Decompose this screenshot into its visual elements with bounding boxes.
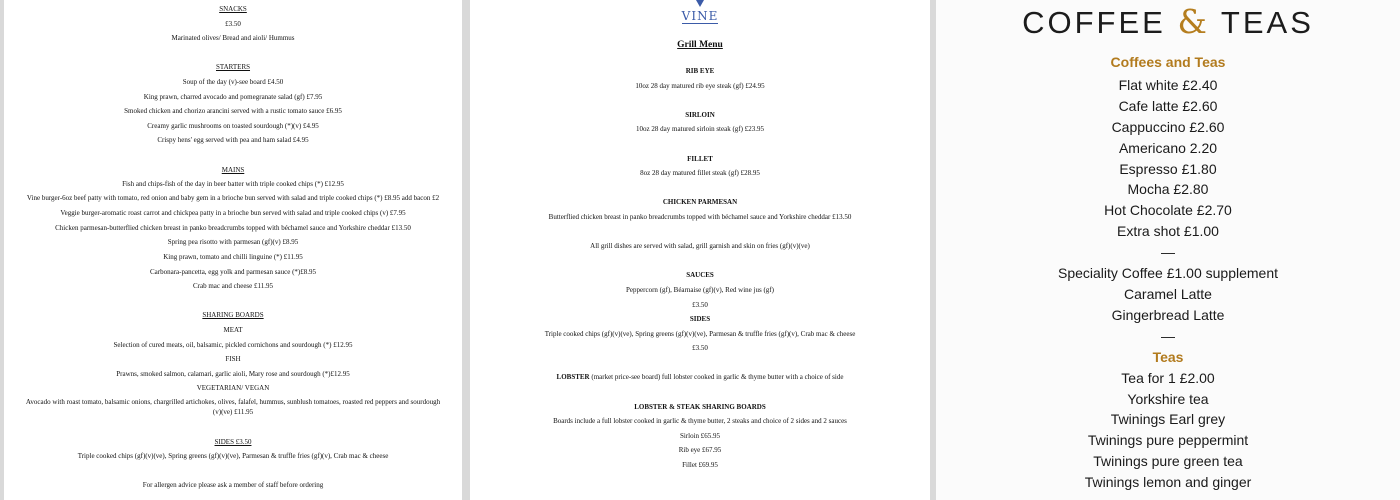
- main-menu-content: [4, 0, 462, 493]
- board-price: Rib eye £67.95: [678, 446, 722, 455]
- board-price: Sirloin £65.95: [679, 431, 721, 440]
- menu-item: Selection of cured meats, oil, balsamic, pickled cornichons and sourdough (*) £12.95: [113, 340, 353, 349]
- coffees-section-heading: Coffees and Teas: [1110, 54, 1226, 70]
- steak-desc: 8oz 28 day matured fillet steak (gf) £28.95: [640, 169, 760, 178]
- speciality-note: Speciality Coffee £1.00 supplement: [1058, 265, 1278, 282]
- coffee-teas-page: [936, 0, 1400, 500]
- menu-item: Smoked chicken and chorizo arancini served with a rustic tomato sauce £6.95: [124, 107, 342, 116]
- tea-item: Tea for 1 £2.00: [1121, 369, 1215, 386]
- grill-note: All grill dishes are served with salad, grill garnish and skin on fries (gf)(v)(ve): [590, 242, 810, 251]
- menu-item: Carbonara-pancetta, egg yolk and parmesan sauce (*)£8.95: [150, 267, 316, 276]
- coffee-item: Hot Chocolate £2.70: [1104, 202, 1232, 219]
- menu-item: Crispy hens' egg served with pea and ham salad £4.95: [157, 136, 309, 145]
- steak-name: SIRLOIN: [685, 110, 715, 119]
- grill-menu-content: [470, 0, 930, 473]
- main-menu-page: [4, 0, 462, 500]
- menu-item: Chicken parmesan-butterflied chicken breast in panko breadcrumbs topped with béchamel sauce and Yorkshire cheddar £13.50: [55, 223, 411, 232]
- menu-item: Prawns, smoked salmon, calamari, garlic aioli, Mary rose and sourdough (*)£12.95: [116, 369, 350, 378]
- menu-item: Triple cooked chips (gf)(v)(ve), Spring greens (gf)(v)(ve), Parmesan & truffle fries (gf)(v), Crab mac & cheese: [77, 452, 389, 461]
- menu-item: Veggie burger-aromatic roast carrot and chickpea patty in a brioche bun served with salad and triple cooked chips (v) £7.95: [60, 209, 406, 218]
- sides-price: £3.50: [692, 344, 708, 353]
- sauces-heading: SAUCES: [686, 271, 714, 280]
- lobster-line: [510, 370, 890, 385]
- menu-item: Spring pea risotto with parmesan (gf)(v) £8.95: [167, 238, 299, 247]
- vine-logo: [510, 0, 890, 30]
- sharing-boards-heading: SHARING BOARDS: [202, 311, 264, 320]
- mains-heading: MAINS: [221, 165, 245, 174]
- dish-name: CHICKEN PARMESAN: [662, 198, 738, 207]
- coffee-item: Cafe latte £2.60: [1118, 97, 1218, 114]
- coffee-item: Mocha £2.80: [1127, 181, 1209, 198]
- menu-item: Marinated olives/ Bread and aioli/ Hummus: [171, 34, 295, 43]
- menu-item: King prawn, charred avocado and pomegranate salad (gf) £7.95: [143, 92, 323, 101]
- sides-heading: SIDES £3.50: [214, 437, 252, 446]
- tea-item: Yorkshire tea: [1127, 390, 1209, 407]
- steak-name: FILLET: [687, 154, 713, 163]
- grill-menu-title: Grill Menu: [677, 40, 723, 50]
- title-teas: TEAS: [1220, 5, 1314, 40]
- vine-leaf-icon: [696, 0, 704, 7]
- meat-label: MEAT: [223, 325, 243, 334]
- menu-item: Soup of the day (v)-see board £4.50: [182, 77, 284, 86]
- lobster-name: LOBSTER: [556, 373, 590, 382]
- menu-item: Creamy garlic mushrooms on toasted sourdough (*)(v) £4.95: [147, 121, 319, 130]
- sides-desc: Triple cooked chips (gf)(v)(ve), Spring greens (gf)(v)(ve), Parmesan & truffle fries (gf)(v), Crab mac & cheese: [544, 329, 856, 338]
- fish-label: FISH: [225, 355, 241, 364]
- divider: —: [1161, 244, 1175, 261]
- snacks-price: £3.50: [225, 19, 241, 28]
- coffee-item: Espresso £1.80: [1119, 160, 1217, 177]
- teas-section-heading: Teas: [1152, 348, 1184, 365]
- menu-item: Fish and chips-fish of the day in beer batter with triple cooked chips (*) £12.95: [122, 180, 344, 189]
- tea-item: Twinings pure peppermint: [1087, 432, 1249, 449]
- menu-item: Crab mac and cheese £11.95: [192, 282, 273, 291]
- menu-item: Vine burger-6oz beef patty with tomato, red onion and baby gem in a brioche bun served with salad and triple cooked chips (*) £8.95 add bacon £2: [26, 194, 440, 203]
- grill-menu-page: [470, 0, 930, 500]
- coffee-item: Extra shot £1.00: [1117, 223, 1219, 240]
- coffee-teas-title: [936, 2, 1400, 48]
- title-coffee: COFFEE: [1022, 5, 1166, 40]
- tea-item: Twinings lemon and ginger: [1084, 474, 1252, 491]
- boards-desc: Boards include a full lobster cooked in garlic & thyme butter, 2 steaks and choice of 2 sides and 2 sauces: [553, 417, 847, 426]
- lobster-desc: (market price-see board) full lobster cooked in garlic & thyme butter with a choice of side: [591, 373, 844, 382]
- speciality-item: Caramel Latte: [1124, 285, 1212, 302]
- sharing-boards-heading: LOBSTER & STEAK SHARING BOARDS: [634, 402, 766, 411]
- board-price: Fillet £69.95: [682, 461, 718, 470]
- steak-desc: 10oz 28 day matured rib eye steak (gf) £24.95: [635, 81, 765, 90]
- menu-item: Avocado with roast tomato, balsamic onions, chargrilled artichokes, olives, falafel, hummus, sunblush tomatoes, roasted red peppers and sourdough (v)(ve) £11.95: [25, 398, 441, 416]
- steak-name: RIB EYE: [685, 67, 715, 75]
- coffee-item: Americano 2.20: [1118, 139, 1218, 156]
- coffee-teas-list: [936, 52, 1400, 493]
- sauces-desc: Peppercorn (gf), Béarnaise (gf)(v), Red wine jus (gf): [626, 285, 774, 294]
- title-ampersand: &: [1177, 2, 1210, 41]
- tea-item: Twinings pure green tea: [1093, 453, 1243, 470]
- vine-logo-text: VINE: [681, 9, 719, 23]
- tea-item: Twinings Earl grey: [1110, 411, 1226, 428]
- dish-desc: Butterflied chicken breast in panko breadcrumbs topped with béchamel sauce and Yorkshire cheddar £13.50: [548, 212, 852, 221]
- sauces-price: £3.50: [692, 300, 708, 309]
- veg-label: VEGETARIAN/ VEGAN: [196, 384, 270, 393]
- divider: —: [1161, 327, 1175, 344]
- snacks-heading: SNACKS: [219, 5, 247, 13]
- starters-heading: STARTERS: [215, 63, 251, 72]
- coffee-item: Flat white £2.40: [1118, 76, 1218, 93]
- menu-item: King prawn, tomato and chilli linguine (*) £11.95: [163, 253, 303, 261]
- allergen-footer: For allergen advice please ask a member of staff before ordering: [142, 481, 324, 490]
- steak-desc: 10oz 28 day matured sirloin steak (gf) £23.95: [636, 125, 764, 134]
- coffee-item: Cappuccino £2.60: [1111, 118, 1225, 135]
- sides-heading: SIDES: [689, 315, 711, 324]
- speciality-item: Gingerbread Latte: [1111, 306, 1225, 323]
